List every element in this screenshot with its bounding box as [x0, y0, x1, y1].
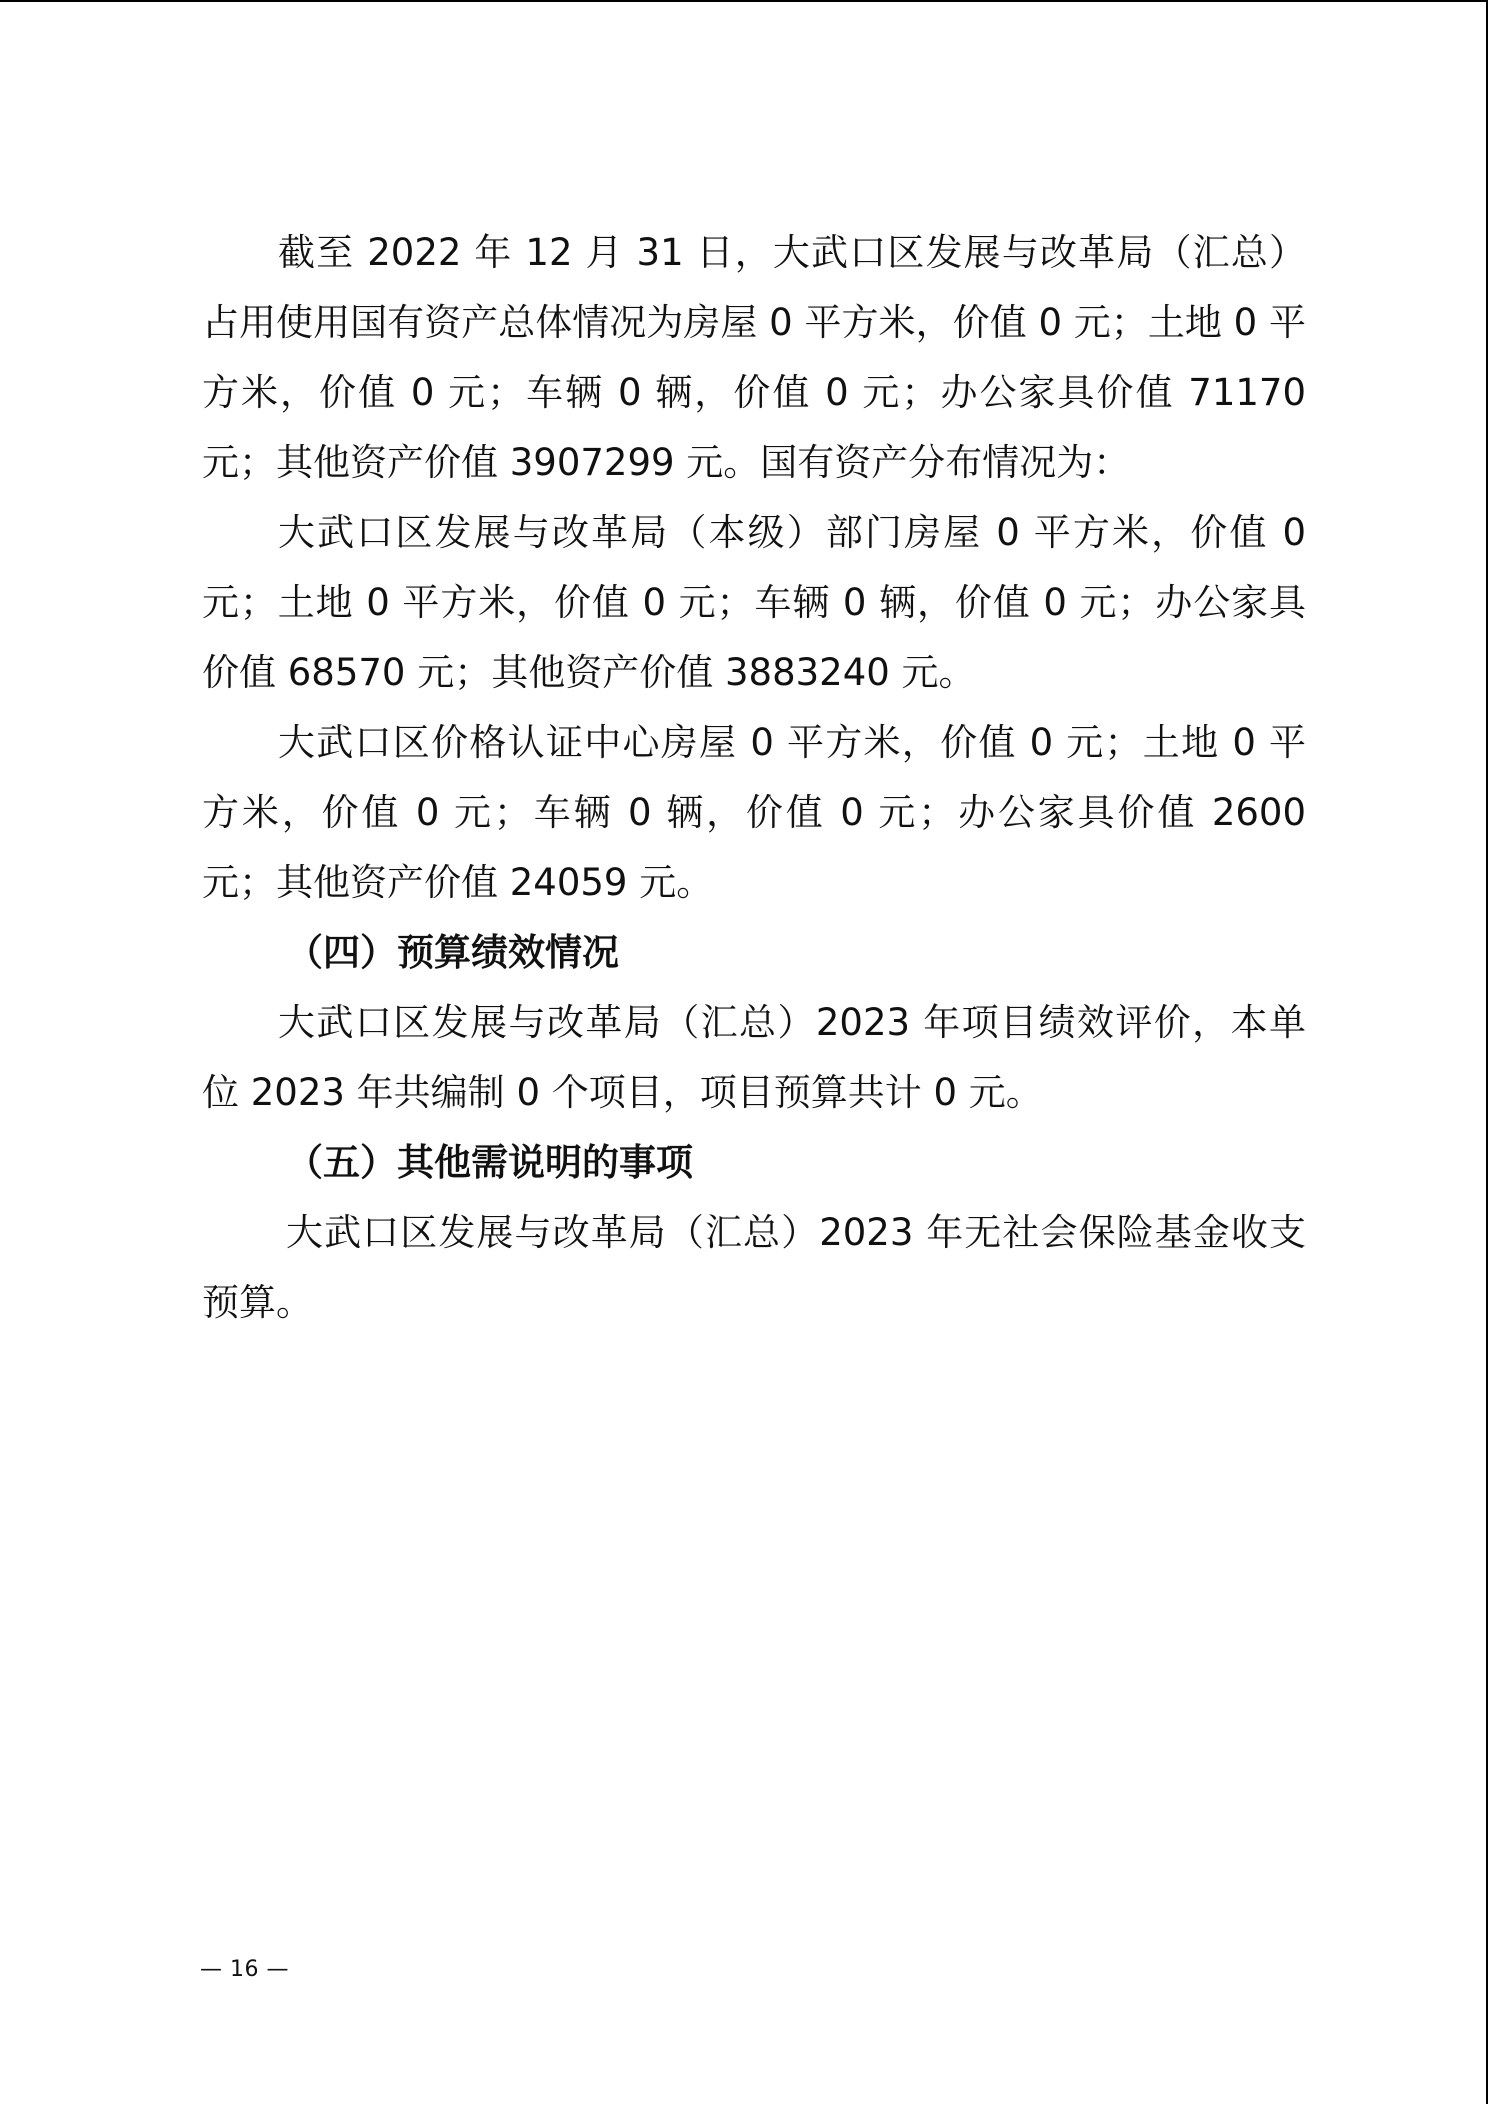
performance-paragraph: 大武口区发展与改革局（汇总）2023 年项目绩效评价，本单位 2023 年共编制 0 个项目，项目预算共计 0 元。	[202, 1001, 1306, 1114]
page-number: — 16 —	[200, 1957, 289, 1982]
section-heading-other-matters: （五）其他需说明的事项	[286, 1141, 693, 1184]
assets-summary-paragraph: 截至 2022 年 12 月 31 日，大武口区发展与改革局（汇总）占用使用国有资产总体情况为房屋 0 平方米，价值 0 元；土地 0 平方米，价值 0 元；车辆 0 辆，价值 0 元；办公家具价值 71170 元；其他资产价值 3907299 元。国有资产分布情况为：	[202, 231, 1306, 484]
document-body	[202, 218, 1306, 1338]
assets-bureau-paragraph: 大武口区发展与改革局（本级）部门房屋 0 平方米，价值 0 元；土地 0 平方米，价值 0 元；车辆 0 辆，价值 0 元；办公家具价值 68570 元；其他资产价值 3883240 元。	[202, 511, 1306, 694]
section-heading-performance: （四）预算绩效情况	[286, 931, 619, 974]
other-matters-paragraph: 大武口区发展与改革局（汇总）2023 年无社会保险基金收支预算。	[202, 1211, 1306, 1324]
assets-price-center-paragraph: 大武口区价格认证中心房屋 0 平方米，价值 0 元；土地 0 平方米，价值 0 元；车辆 0 辆，价值 0 元；办公家具价值 2600 元；其他资产价值 24059 元。	[202, 721, 1306, 904]
